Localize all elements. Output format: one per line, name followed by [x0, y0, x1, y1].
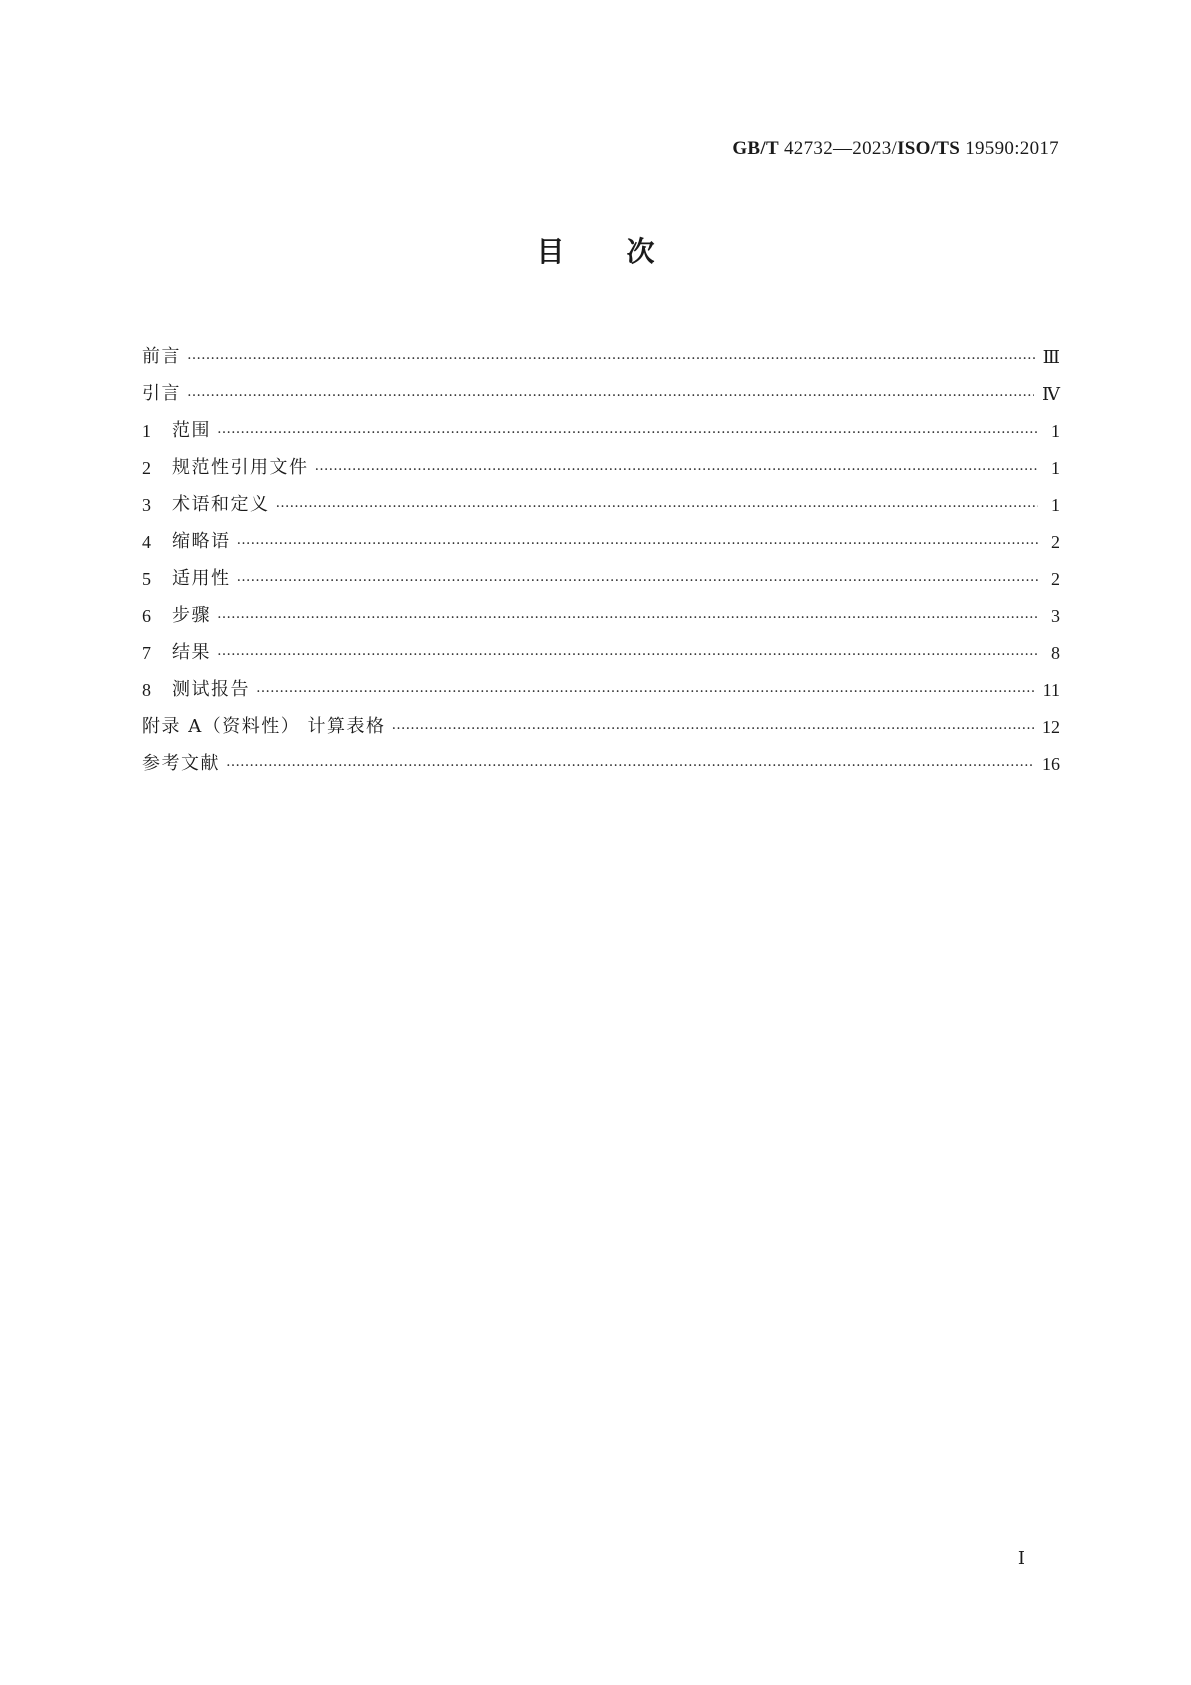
toc-entry-title: 参考文献	[142, 752, 220, 774]
toc-entry-normative-references[interactable]	[142, 449, 1060, 486]
toc-entry-title: 范围	[172, 419, 211, 441]
toc-leader-dots	[187, 385, 1034, 403]
title-char-1: 目	[536, 235, 565, 268]
toc-entry-scope[interactable]	[142, 412, 1060, 449]
toc-entry-page: Ⅲ	[1042, 346, 1060, 367]
toc-leader-dots	[217, 422, 1038, 440]
toc-entry-procedure[interactable]	[142, 597, 1060, 634]
standard-code	[732, 138, 1059, 160]
toc-entry-title: 附录 A（资料性） 计算表格	[142, 715, 386, 737]
toc-leader-dots	[217, 607, 1038, 625]
toc-entry-page: 16	[1042, 753, 1060, 774]
iso-number: 19590:2017	[960, 138, 1059, 159]
toc-entry-title: 适用性	[172, 567, 231, 589]
toc-entry-page: 2	[1051, 568, 1060, 589]
toc-entry-bibliography[interactable]	[142, 745, 1060, 782]
iso-prefix: ISO/TS	[897, 138, 961, 159]
toc-entry-title: 前言	[142, 345, 181, 367]
toc-entry-number: 4	[142, 531, 151, 552]
toc-leader-dots	[237, 533, 1039, 551]
page-title	[0, 235, 1191, 268]
toc-entry-number: 7	[142, 642, 151, 663]
title-char-2: 次	[626, 235, 655, 268]
toc-leader-dots	[237, 570, 1039, 588]
toc-leader-dots	[226, 755, 1034, 773]
toc-entry-title: 结果	[172, 641, 211, 663]
toc-entry-page: 1	[1051, 494, 1060, 515]
toc-entry-title: 步骤	[172, 604, 211, 626]
toc-entry-number: 3	[142, 494, 151, 515]
toc-entry-page: 1	[1051, 457, 1060, 478]
page-number: Ⅰ	[1017, 1548, 1025, 1568]
toc-entry-page: Ⅳ	[1042, 383, 1060, 404]
toc-leader-dots	[187, 348, 1035, 366]
toc-entry-number: 2	[142, 457, 151, 478]
toc-entry-foreword[interactable]	[142, 338, 1060, 375]
toc-leader-dots	[217, 644, 1038, 662]
toc-entry-title: 引言	[142, 382, 181, 404]
toc-entry-title: 缩略语	[172, 530, 231, 552]
toc-entry-page: 1	[1051, 420, 1060, 441]
toc-entry-page: 2	[1051, 531, 1060, 552]
toc-entry-abbreviations[interactable]	[142, 523, 1060, 560]
toc-entry-applicability[interactable]	[142, 560, 1060, 597]
table-of-contents	[142, 338, 1060, 782]
toc-entry-number: 1	[142, 420, 151, 441]
toc-entry-number: 6	[142, 605, 151, 626]
toc-entry-page: 12	[1042, 716, 1060, 737]
toc-entry-results[interactable]	[142, 634, 1060, 671]
toc-entry-test-report[interactable]	[142, 671, 1060, 708]
toc-entry-introduction[interactable]	[142, 375, 1060, 412]
toc-leader-dots	[276, 496, 1039, 514]
toc-leader-dots	[391, 718, 1034, 736]
standard-number: 42732—2023/	[778, 138, 898, 159]
toc-leader-dots	[256, 681, 1035, 699]
toc-entry-title: 测试报告	[172, 678, 250, 700]
standard-prefix: GB/T	[732, 138, 779, 159]
toc-entry-page: 3	[1051, 605, 1060, 626]
toc-entry-terms-definitions[interactable]	[142, 486, 1060, 523]
toc-entry-annex-a[interactable]	[142, 708, 1060, 745]
toc-entry-page: 8	[1051, 642, 1060, 663]
toc-leader-dots	[315, 459, 1039, 477]
toc-entry-number: 8	[142, 679, 151, 700]
toc-entry-title: 术语和定义	[172, 493, 270, 515]
toc-entry-number: 5	[142, 568, 151, 589]
toc-entry-page: 11	[1042, 679, 1060, 700]
toc-entry-title: 规范性引用文件	[172, 456, 309, 478]
